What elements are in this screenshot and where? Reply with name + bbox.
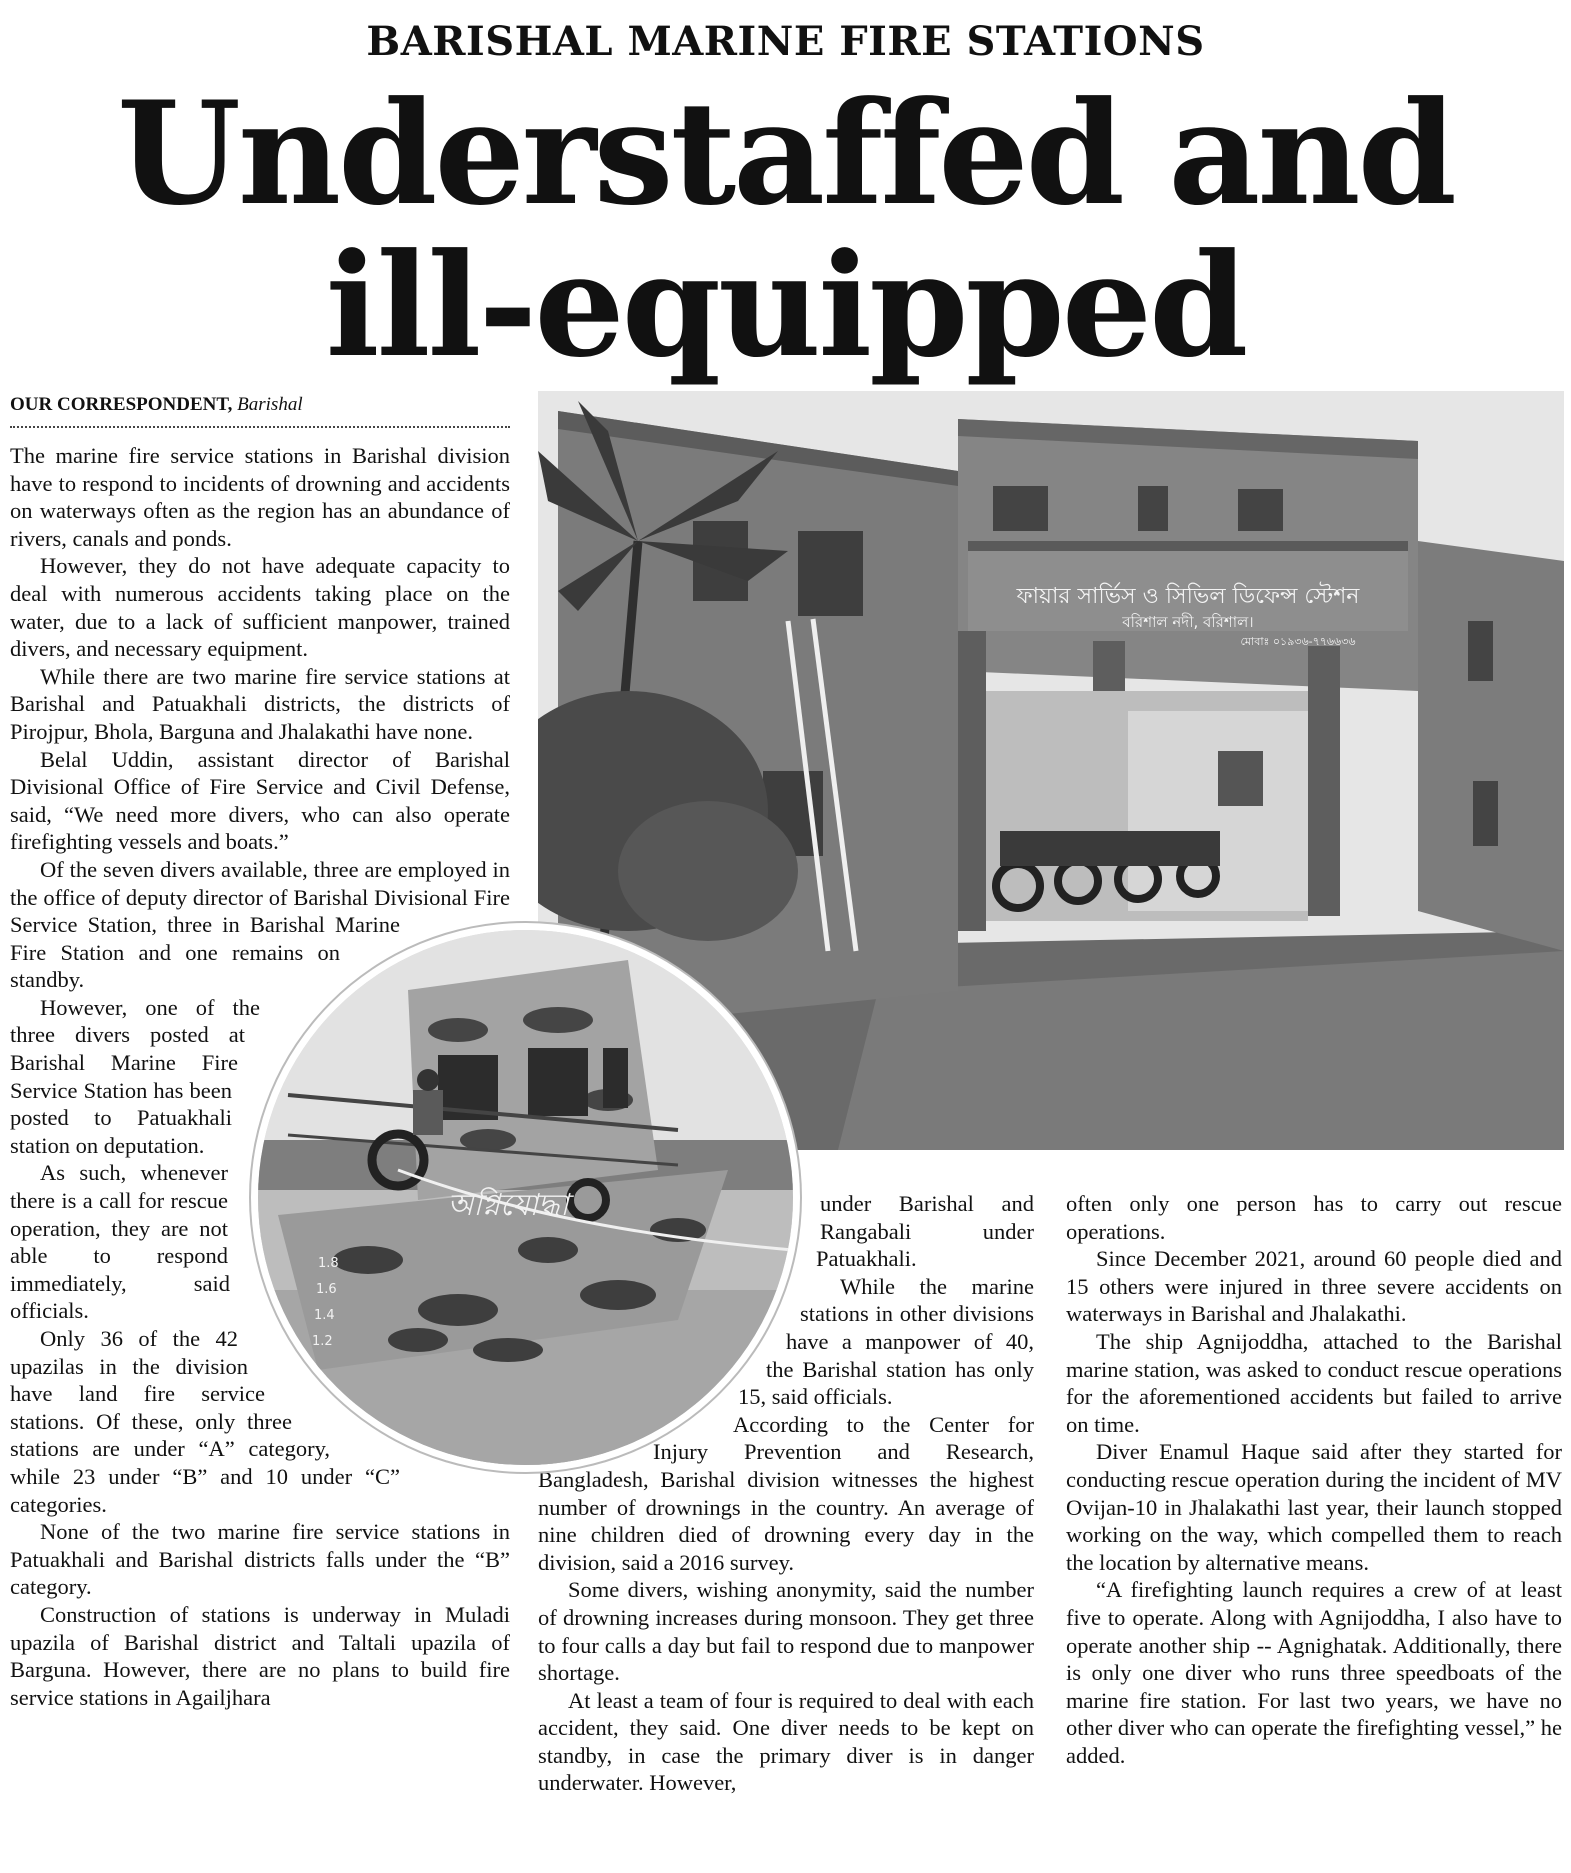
article-kicker: BARISHAL MARINE FIRE STATIONS xyxy=(366,18,1205,65)
paragraph: According to the Center for Injury Prevention and Research, Bangladesh, Barishal division witnesses the highest number of drownings in the country. An average of nine children died of drowning every day in the division, said a 2016 survey. xyxy=(538,1411,1034,1575)
article-headline xyxy=(0,71,1571,389)
byline-divider xyxy=(10,426,510,428)
paragraph: Some divers, wishing anonymity, said the number of drowning increases during monsoon. They get three to four calls a day but fail to respond due to manpower shortage. xyxy=(538,1577,1034,1686)
paragraph: As such, whenever there is a call for rescue operation, they are not able to respond immediately, said officials. xyxy=(10,1160,230,1324)
headline-line-2: ill-equipped xyxy=(325,223,1246,389)
station-sign-address: বরিশাল নদী, বরিশাল। xyxy=(1122,613,1254,631)
draft-mark: 1.8 xyxy=(318,1256,339,1271)
paragraph: Only 36 of the 42 upazilas in the division have land fire service stations. Of these, only three stations are under “A” category, while 23 under “B” and 10 under “C” categories. xyxy=(10,1326,400,1517)
paragraph: However, they do not have adequate capacity to deal with numerous accidents taking place on the water, due to a lack of sufficient manpower, trained divers, and necessary equipment. xyxy=(10,553,510,662)
paragraph: The ship Agnijoddha, attached to the Barishal marine station, was asked to conduct rescue operations for the aforementioned accidents but failed to arrive on time. xyxy=(1066,1328,1562,1437)
draft-mark: 1.2 xyxy=(312,1334,333,1349)
paragraph: “A firefighting launch requires a crew of at least five to operate. Along with Agnijoddha, I also have to operate another ship -- Agnighatak. Additionally, there is only one diver who runs three speedboats of the marine fire station. For last two years, we have no other diver who can operate the firefighting vessel,” he added. xyxy=(1066,1577,1562,1768)
paragraph: At least a team of four is required to deal with each accident, they said. One diver needs to be kept on standby, in case the primary diver is in danger underwater. However, xyxy=(538,1687,1034,1796)
paragraph: Diver Enamul Haque said after they started for conducting rescue operation during the incident of MV Ovijan-10 in Jhalakathi last year, their launch stopped working on the way, which compelled them to reach the location by alternative means. xyxy=(1066,1439,1562,1575)
byline-author: OUR CORRESPONDENT, xyxy=(10,394,233,415)
draft-mark: 1.6 xyxy=(316,1282,337,1297)
paragraph: often only one person has to carry out rescue operations. xyxy=(1066,1191,1562,1244)
byline-location: Barishal xyxy=(237,394,303,415)
paragraph: Of the seven divers available, three are employed in the office of deputy director of Barishal Divisional Fire Service Station, three in Barishal Marine Fire Station and one remains on standby. xyxy=(10,856,510,993)
boat-name-label: অগ্নিযোদ্ধা xyxy=(447,1188,569,1223)
station-sign-main: ফায়ার সার্ভিস ও সিভিল ডিফেন্স স্টেশন xyxy=(1016,584,1360,609)
draft-mark: 1.4 xyxy=(314,1308,335,1323)
boat-inset-photo xyxy=(258,930,793,1465)
paragraph: Construction of stations is underway in Muladi upazila of Barishal district and Taltali upazila of Barguna. However, there are no plans to build fire service stations in Agailjhara xyxy=(10,1601,510,1710)
station-sign-phone: মোবাঃ ০১৯৩৬-৭৭৬৬৩৬ xyxy=(1240,635,1356,648)
article-column-3 xyxy=(1066,1190,1562,1769)
paragraph: None of the two marine fire service stations in Patuakhali and Barishal districts falls under the “B” category. xyxy=(10,1519,510,1600)
paragraph: While the marine stations in other divisions have a manpower of 40, the Barishal station has only 15, said officials. xyxy=(738,1273,1034,1410)
paragraph: However, one of the three divers posted at Barishal Marine Fire Service Station has been posted to Patuakhali station on deputation. xyxy=(10,994,260,1158)
paragraph: The marine fire service stations in Barishal division have to respond to incidents of drowning and accidents on waterways often as the region has an abundance of rivers, canals and ponds. xyxy=(10,443,510,551)
paragraph: While there are two marine fire service stations at Barishal and Patuakhali districts, the districts of Pirojpur, Bhola, Barguna and Jhalakathi have none. xyxy=(10,663,510,744)
paragraph: Belal Uddin, assistant director of Barishal Divisional Office of Fire Service and Civil Defense, said, “We need more divers, who can also operate firefighting vessels and boats.” xyxy=(10,746,510,855)
paragraph: Since December 2021, around 60 people died and 15 others were injured in three severe accidents on waterways in Barishal and Jhalakathi. xyxy=(1066,1246,1562,1327)
paragraph: under Barishal and Rangabali under Patuakhali. xyxy=(816,1191,1034,1272)
headline-line-1: Understaffed and xyxy=(117,71,1454,237)
byline xyxy=(10,394,510,416)
